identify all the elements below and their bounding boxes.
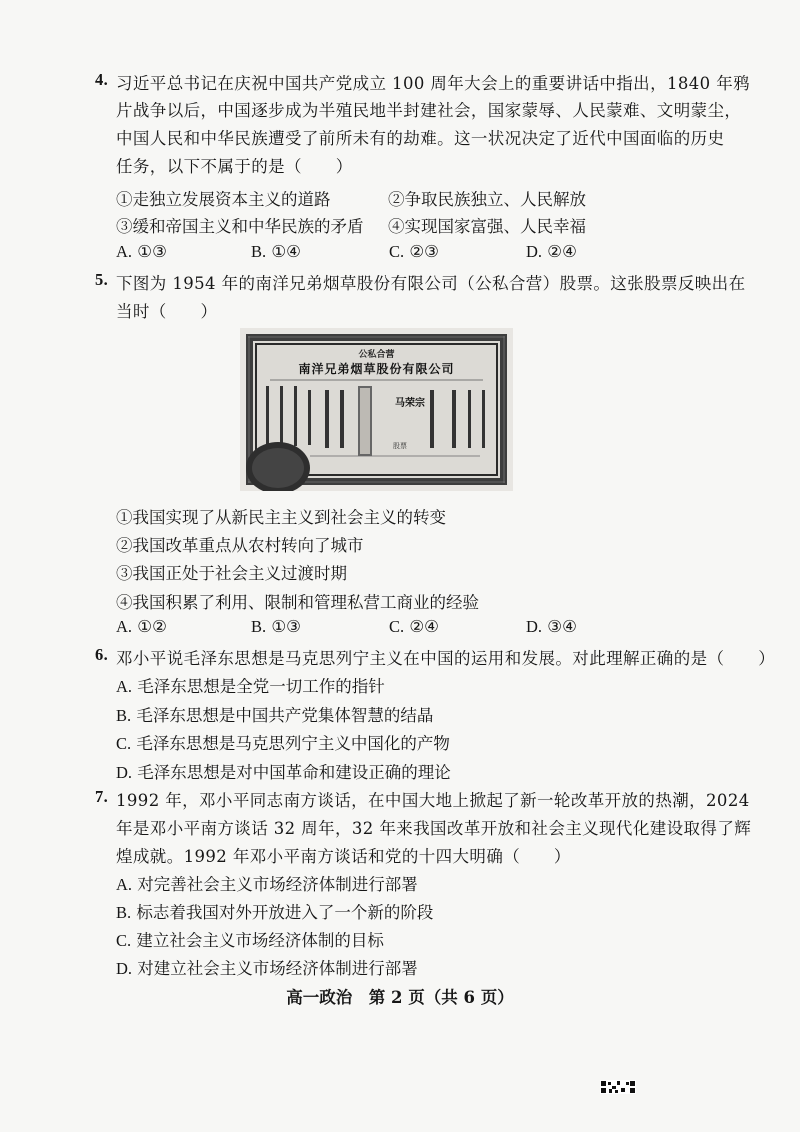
choice-text: ③④ (547, 617, 577, 636)
question-text-line: 1992 年，邓小平同志南方谈话，在中国大地上掀起了新一轮改革开放的热潮，2024 (116, 791, 750, 810)
statement: ①走独立发展资本主义的道路 (116, 190, 331, 209)
choice-text: 建立社会主义市场经济体制的目标 (136, 931, 384, 950)
choice-text: ②④ (409, 617, 439, 636)
stock-company-name: 南洋兄弟烟草股份有限公司 (298, 362, 455, 376)
choice-c (116, 730, 450, 754)
choice-text: 毛泽东思想是全党一切工作的指针 (137, 677, 385, 696)
choice-d (116, 955, 418, 979)
choice-label: D. (526, 617, 543, 636)
question-number: 7. (95, 787, 109, 806)
choice-b (116, 702, 433, 726)
choice-label: A. (116, 617, 133, 636)
choice-text: 毛泽东思想是中国共产党集体智慧的结晶 (136, 706, 434, 725)
choice-label: C. (116, 931, 132, 950)
choice-label: C. (116, 734, 132, 753)
choice-text: ①③ (137, 242, 167, 261)
choice-a (116, 673, 385, 697)
question-text-line: 下图为 1954 年的南洋兄弟烟草股份有限公司（公私合营）股票。这张股票反映出在 (116, 274, 746, 293)
stock-side-text: 股票 (393, 442, 407, 450)
choice-label: A. (116, 677, 133, 696)
statement: ④实现国家富强、人民幸福 (388, 217, 586, 236)
choice-b (251, 617, 301, 637)
statement: ①我国实现了从新民主主义到社会主义的转变 (116, 508, 446, 527)
question-number: 5. (95, 270, 109, 289)
choice-label: B. (116, 706, 132, 725)
stock-holder-name: 马荣宗 (395, 398, 425, 409)
choice-text: 对完善社会主义市场经济体制进行部署 (137, 875, 418, 894)
question-text-line: 片战争以后，中国逐步成为半殖民地半封建社会，国家蒙辱、人民蒙难、文明蒙尘， (116, 101, 742, 120)
choice-text: 标志着我国对外开放进入了一个新的阶段 (136, 903, 434, 922)
question-text-line: 邓小平说毛泽东思想是马克思列宁主义在中国的运用和发展。对此理解正确的是（ ） (116, 649, 776, 668)
question-text-line: 当时（ ） (116, 302, 218, 321)
choice-label: A. (116, 875, 133, 894)
statement: ③缓和帝国主义和中华民族的矛盾 (116, 217, 364, 236)
stock-top-text: 公私合营 (358, 350, 395, 360)
question-text-line: 年是邓小平南方谈话 32 周年，32 年来我国改革开放和社会主义现代化建设取得了辉 (116, 819, 752, 838)
choice-label: D. (116, 959, 133, 978)
choice-text: ②④ (547, 242, 577, 261)
question-number: 6. (95, 645, 109, 664)
choice-b (116, 899, 433, 923)
page-footer: 高一政治 第 2 页（共 6 页） (286, 988, 514, 1007)
choice-d (526, 242, 577, 262)
choice-label: C. (389, 242, 405, 261)
question-text-line: 煌成就。1992 年邓小平南方谈话和党的十四大明确（ ） (116, 847, 571, 866)
statement: ③我国正处于社会主义过渡时期 (116, 564, 347, 583)
choice-label: D. (526, 242, 543, 261)
choice-text: 对建立社会主义市场经济体制进行部署 (137, 959, 418, 978)
choice-a (116, 617, 167, 637)
choice-label: C. (389, 617, 405, 636)
choice-text: ②③ (409, 242, 439, 261)
question-text-line: 任务，以下不属于的是（ ） (116, 157, 353, 176)
question-text-line: 习近平总书记在庆祝中国共产党成立 100 周年大会上的重要讲话中指出，1840 年鸦 (116, 74, 751, 93)
choice-label: B. (251, 617, 267, 636)
choice-label: B. (251, 242, 267, 261)
statement: ④我国积累了利用、限制和管理私营工商业的经验 (116, 593, 479, 612)
choice-d (116, 759, 451, 783)
statement: ②我国改革重点从农村转向了城市 (116, 536, 364, 555)
choice-b (251, 242, 301, 262)
question-text-line: 中国人民和中华民族遭受了前所未有的劫难。这一状况决定了近代中国面临的历史 (116, 129, 725, 148)
choice-d (526, 617, 577, 637)
choice-text: ①② (137, 617, 167, 636)
question-number: 4. (95, 70, 109, 89)
choice-label: D. (116, 763, 133, 782)
choice-text: ①④ (271, 242, 301, 261)
choice-a (116, 871, 418, 895)
stock-certificate-image (240, 328, 513, 491)
choice-text: ①③ (271, 617, 301, 636)
choice-c (389, 617, 439, 637)
choice-c (116, 927, 384, 951)
choice-text: 毛泽东思想是对中国革命和建设正确的理论 (137, 763, 451, 782)
choice-a (116, 242, 167, 262)
statement: ②争取民族独立、人民解放 (388, 190, 586, 209)
choice-label: B. (116, 903, 132, 922)
choice-text: 毛泽东思想是马克思列宁主义中国化的产物 (136, 734, 450, 753)
choice-label: A. (116, 242, 133, 261)
qr-code-icon (600, 1080, 636, 1094)
choice-c (389, 242, 439, 262)
